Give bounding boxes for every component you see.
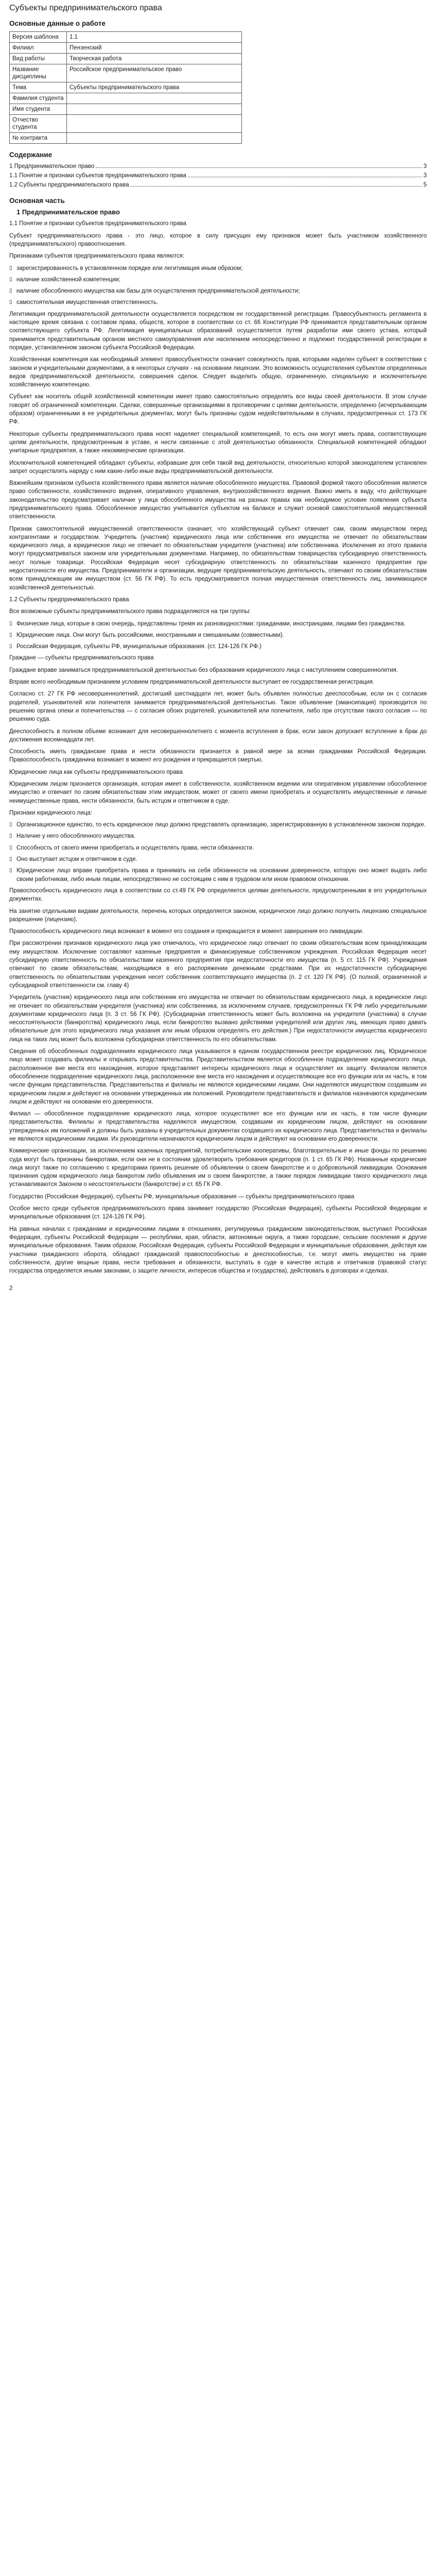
meta-row (10, 104, 242, 114)
paragraph: Особое место среди субъектов предпринимательского права занимает государство (Российская Федерация), субъекты Российской Федерации и муниципальные образования (ст. 124-126 ГК РФ). (9, 1206, 427, 1221)
paragraph: Способность иметь гражданские права и нести обязанности признается в равной мере за всеми гражданами Российской Федерации. Правоспособность гражданина возникает в момент его рождения и прекращается смертью. (9, 749, 427, 764)
meta-key: Фамилия студента (10, 93, 67, 104)
paragraph: 1.1 Понятие и признаки субъектов предпринимательского права (9, 221, 186, 227)
toc-page: 5 (423, 182, 427, 189)
bullet-marker-icon: ▯ (9, 299, 12, 306)
paragraph: Субъект предпринимательского права - это лицо, которое в силу присущих ему признаков может быть участником хозяйственного (предпринимательского) правоотношения. (9, 232, 427, 247)
bullet-text: Российская Федерация, субъекты РФ, муниципальные образования. (ст. 124-126 ГК РФ.) (16, 643, 261, 650)
bullet-marker-icon: ▯ (9, 265, 12, 271)
bullet-marker-icon: ▯ (9, 288, 12, 294)
paragraph: На равных началах с гражданами и юридическими лицами в отношениях, регулируемых гражданским законодательством, выступают Российская Федерация, субъекты Российской Федерации — республики, края, области, автономные округа, а также городские, сельские поселения и другие муниципальные образования. Таким образом, Российская Федерация, субъекты Российской Федерации и муниципальные образования, действуя как участники гражданского оборота, обладают гражданской правоспособностью и дееспособностью, т.е. могут иметь имущество на праве собственности, другие вещные права, нести требования и обязанности, выступать в суде в качестве истцов и ответчиков (правовой статус государства определяется иными законами, о защите личности, интересов общества и государства), действовать в договорах и сделках. (9, 1226, 427, 1275)
bullet-text: самостоятельная имущественная ответственность. (16, 299, 159, 306)
bullet-item (9, 844, 427, 852)
toc-entry[interactable] (9, 181, 427, 189)
meta-key: Версия шаблона (10, 31, 67, 42)
bullet-item (9, 287, 427, 295)
section-heading: 1 Предпринимательское право (16, 208, 120, 216)
paragraph: Государство (Российская Федерация), субъекты РФ, муниципальные образования — субъекты предпринимательского права (9, 1193, 355, 1200)
paragraph: Признаками субъектов предпринимательского права являются: (9, 253, 185, 260)
toc-label: 1.2 Субъекты предпринимательского права (9, 182, 129, 189)
meta-row (10, 64, 242, 82)
document-title: Субъекты предпринимательского права (9, 4, 162, 12)
toc-leader (96, 167, 422, 168)
bullet-text: Способность от своего имени приобретать и осуществлять права, нести обязанности. (16, 844, 254, 851)
bullet-marker-icon: ▯ (9, 822, 12, 828)
meta-row (10, 93, 242, 104)
bullet-text: Оно выступает истцом и ответчиком в суде. (16, 856, 137, 863)
toc-leader (130, 186, 422, 187)
paragraph: Легитимация предпринимательской деятельности осуществляется посредством ее государственной регистрации. Правосубъектность регламента в настоящее время связана с составом права, обществ, которое в соответствии со ст. 66 Конституции РФ принимается представительным органом соответствующего субъекта РФ. Легитимация муниципальных образований осуществляется путем разработки ими своего устава, который принимается представительным органом местного самоуправления или населением непосредственно и подлежит государственной регистрации в порядке, установленном законом субъекта Российской Федерации. (9, 311, 427, 351)
bullet-item (9, 867, 427, 884)
paragraph: Признаки юридического лица: (9, 809, 92, 816)
bullet-text: наличие обособленного имущества как базы для осуществления предпринимательской деятельности; (16, 288, 300, 295)
meta-key: Имя студента (10, 104, 67, 114)
paragraph: Учредитель (участник) юридического лица или собственник его имущества не отвечает по обязательствам юридического лица, а юридическое лицо не отвечает по обязательствам учредителя (участника) или собственника, за исключением случаев, предусмотренных ГК РФ либо учредительными документами юридического лица (п. 3 ст. 56 ГК РФ). (Субсидиарная ответственность может быть возложена на учредителя (участника) в случае несостоятельности (банкротства) юридического лица, если банкротство вызвано действиями учредителей или других лиц, имеющих право давать обязательные для этого юридического лица указания или иным образом определять его действия.) При недостаточности имущества юридического лица на таких лиц может быть возложена субсидиарная ответственность по его обязательствам. (9, 994, 427, 1043)
bullet-marker-icon: ▯ (9, 276, 12, 282)
paragraph: Согласно ст. 27 ГК РФ несовершеннолетний, достигший шестнадцати лет, может быть объявлен полностью дееспособным, если он с согласия родителей, усыновителей или попечителя занимается предпринимательской деятельностью. Такое объявление (эмансипация) производится по решению органа опеки и попечительства — с согласия обоих родителей, усыновителей или попечителя, либо при отсутствии такого согласия — по решению суда. (9, 691, 427, 723)
meta-value (67, 93, 242, 104)
meta-value (67, 132, 242, 143)
bullet-text: зарегистрированность в установленном порядке или легитимация иным образом; (16, 265, 243, 272)
bullet-item (9, 832, 427, 840)
table-of-contents (9, 162, 427, 190)
toc-label: 1 Предпринимательское право (9, 163, 95, 170)
paragraph: Правоспособность юридического лица возникает в момент его создания и прекращается в момент завершения его ликвидации. (9, 928, 364, 935)
bullet-text: Наличие у него обособленного имущества. (16, 833, 136, 840)
meta-key: Вид работы (10, 53, 67, 64)
page-number: 2 (9, 1285, 13, 1292)
paragraph: 1.2 Субъекты предпринимательского права (9, 596, 129, 603)
document-body (9, 219, 427, 1275)
meta-key: Отчество студента (10, 114, 67, 132)
meta-value: 1.1 (67, 31, 242, 42)
paragraph: На занятие отдельными видами деятельности, перечень которых определяется законом, юридическое лицо должно получить лицензию специальное разрешение (лицензию). (9, 908, 427, 923)
bullet-marker-icon: ▯ (9, 856, 12, 862)
paragraph: Юридические лица как субъекты предпринимательского права (9, 769, 183, 775)
toc-page: 3 (423, 173, 427, 179)
meta-row (10, 53, 242, 64)
paragraph: Граждане вправе заниматься предпринимательской деятельностью без образования юридического лица с наступлением совершеннолетия. (9, 667, 398, 673)
bullet-item (9, 821, 427, 829)
paragraph: Граждане — субъекты предпринимательского права (9, 655, 154, 662)
meta-value (67, 104, 242, 114)
meta-row (10, 42, 242, 53)
bullet-item (9, 276, 427, 284)
bullet-item (9, 631, 427, 639)
bullet-marker-icon: ▯ (9, 620, 12, 626)
bullet-item (9, 855, 427, 863)
meta-heading: Основные данные о работе (9, 20, 106, 28)
meta-key: Название дисциплины (10, 64, 67, 82)
paragraph: Субъект как носитель общей хозяйственной компетенции имеет право самостоятельно определять все виды своей деятельности. В этом случае говорят об ограниченной компетенции. Сделки, совершенные организациями в противоречии с целями деятельности, определенно (исчерпывающим образом) ограниченными в ее учредительных документах, могут быть признаны судом недействительными в случаях, предусмотренных ст. 173 ГК РФ. (9, 394, 427, 426)
meta-row (10, 31, 242, 42)
toc-page: 3 (423, 163, 427, 170)
paragraph: Некоторые субъекты предпринимательского права носят наделяет специальной компетенцией, то есть они могут иметь права, соответствующие целям деятельности, предусмотренным в уставе, и нести связанные с этой деятельностью обязанности. Специальной компетенцией обладают унитарные предприятия, а также некоммерческие организации. (9, 431, 427, 454)
toc-entry[interactable] (9, 162, 427, 171)
paragraph: Исключительной компетенцией обладают субъекты, избравшие для себя такой вид деятельности, относительно которой законодателем установлен запрет осуществлять наряду с ним какие-либо иные виды предпринимательской деятельности. (9, 460, 427, 474)
bullet-item (9, 642, 427, 651)
paragraph: Правоспособность юридического лица в соответствии со ст.49 ГК РФ определяется целями деятельности, предусмотренными в его учредительных документах. (9, 887, 427, 903)
meta-value: Творческая работа (67, 53, 242, 64)
meta-key: № контракта (10, 132, 67, 143)
bullet-text: наличие хозяйственной компетенции; (16, 276, 121, 283)
bullet-text: Юридические лица. Они могут быть российскими, иностранными и смешанными (совместными). (16, 632, 284, 638)
bullet-item (9, 298, 427, 307)
toc-heading: Содержание (9, 150, 53, 159)
bullet-marker-icon: ▯ (9, 643, 12, 650)
bullet-marker-icon: ▯ (9, 833, 12, 839)
paragraph: Все возможные субъекты предпринимательского права подразделяются на три группы: (9, 608, 251, 615)
meta-table (9, 31, 242, 144)
paragraph: Признак самостоятельной имущественной ответственности означает, что хозяйствующий субъект отвечает сам, своим имуществом перед контрагентами и государством. Учредитель (участник) юридического лица или собственник его имущества не отвечает по обязательствам юридического лица, а юридическое лицо не отвечает по обязательствам учредителя (участника) или собственника. Исключения из этого правила могут предусматриваться законом или учредительными документами. Например, по обязательствам товарищества субсидиарную ответственность несут полные товарищи. Российская Федерация несет субсидиарную ответственность по обязательствам казенного предприятия при недостаточности его имущества. Предприниматели и организации, ведущие предпринимательскую деятельность, отвечают по своим обязательствам всем принадлежащим им имуществом (ст. 56 ГК РФ). То есть предусматривается полная имущественная ответственность лиц, занимающихся хозяйственной деятельностью. (9, 526, 427, 591)
paragraph: Коммерческие организации, за исключением казенных предприятий, потребительские кооперативы, благотворительные и иные фонды по решению суда могут быть признаны банкротами, если они не в состоянии удовлетворить требования кредиторов (п. 1 ст. 65 ГК РФ). Названные юридические лица могут также по соглашению с кредиторами принять решение об объявлении о своем банкротстве и о добровольной ликвидации. Основания признания судом юридического лица банкротом либо объявления им о своем банкротстве, а также порядок ликвидации такого юридического лица устанавливаются Законом о несостоятельности (банкротстве) и ст. 65 ГК РФ. (9, 1148, 427, 1188)
meta-row (10, 82, 242, 93)
meta-value: Субъекты предпринимательского права (67, 82, 242, 93)
bullet-text: Физические лица, которые в свою очередь, представлены тремя их разновидностями: гражданами, иностранцами, лицами без гражданства. (16, 620, 406, 627)
meta-key: Тема (10, 82, 67, 93)
paragraph: Сведения об обособленных подразделениях юридического лица указываются в едином государственном реестре юридических лиц. Юридическое лицо может создавать филиалы и открывать представительства. Представительством является обособленное подразделение юридического лица, расположенное вне места его нахождения, которое представляет интересы юридического лица и осуществляет их защиту. Филиалом является обособленное подразделение юридического лица, расположенное вне места его нахождения и осуществляющее все его функции или их часть, в том числе функции представительства. Представительства и филиалы не являются юридическими лицами. Они наделяются имуществом создавшим их юридическим лицом и действуют на основании утвержденных им положений. Руководители представительств и филиалов назначаются юридическим лицом и действуют на основании его доверенности. (9, 1048, 427, 1105)
meta-value: Российское предпринимательское право (67, 64, 242, 82)
paragraph: Юридическим лицом признается организация, которая имеет в собственности, хозяйственном ведении или оперативном управлении обособленное имущество и отвечает по своим обязательствам этим имуществом, может от своего имени приобретать и осуществлять имущественные и личные неимущественные права, нести обязанности, быть истцом и ответчиком в суде. (9, 781, 427, 804)
meta-value: Пензенский (67, 42, 242, 53)
meta-row (10, 114, 242, 132)
meta-key: Филиал (10, 42, 67, 53)
toc-entry[interactable] (9, 172, 427, 180)
bullet-item (9, 620, 427, 628)
paragraph: При рассмотрении признаков юридического лица уже отмечалось, что юридическое лицо отвечает по своим обязательствам всем принадлежащим ему имуществом. Исключение составляют казенные предприятия и финансируемые собственником учреждения. Российская Федерация несет субсидиарную ответственность по обязательствам казенного предприятия при недостаточности его имущества (п. 5 ст. 115 ГК РФ). Учреждения отвечают по своим обязательствам, находящимся в его распоряжении денежными средствами. При их недостаточности субсидиарную ответственность по обязательствам учреждения несет собственник соответствующего имущества (п. 2 ст. 120 ГК РФ). (О полной, ограниченной и субсидиарной ответственности см. главу 4) (9, 940, 427, 989)
bullet-marker-icon: ▯ (9, 868, 12, 874)
paragraph: Филиал — обособленное подразделение юридического лица, которое осуществляет все его функции или их часть, в том числе функции представительства. Филиалы и представительства наделяются имуществом, создавшим их юридическим лицом, действуют на основании утвержденных им положений и должны быть указаны в учредительных документах создавшего их юридического лица. Представительства и филиалы не являются юридическими лицами. Их руководители назначаются юридическим лицом и действуют на основании его доверенности. (9, 1111, 427, 1142)
bullet-marker-icon: ▯ (9, 632, 12, 638)
bullet-marker-icon: ▯ (9, 844, 12, 851)
document-page (9, 0, 427, 1303)
toc-label: 1.1 Понятие и признаки субъектов предпринимательского права (9, 173, 186, 179)
meta-value (67, 114, 242, 132)
bullet-item (9, 264, 427, 273)
main-heading: Основная часть (9, 196, 65, 205)
paragraph: Важнейшим признаком субъекта хозяйственного права является наличие обособленного имущества. Правовой формой такого обособления является право собственности, хозяйственного ведения, оперативного управления, внутрихозяйственного ведения. Важно иметь в виду, что действующее законодательство предусматривает наличие у лица обособленного имущества на разных правах как необходимое условие появления субъекта предпринимательского права. Обособленное имущество учитывается субъектом на балансе и служит основой самостоятельной имущественной ответственности. (9, 480, 427, 520)
paragraph: Вправе всего необходимым признанием условием предпринимательской деятельности выступает ее государственная регистрация. (9, 679, 374, 686)
meta-row (10, 132, 242, 143)
bullet-text: Организационное единство, то есть юридическое лицо должно представлять организацию, зарегистрированную в установленном законом порядке. (16, 822, 426, 828)
bullet-text: Юридическое лицо вправе приобретать права и принимать на себя обязанности на основании доверенности, которую оно может выдать либо своим работникам, либо иным лицам, непосредственно не состоящим с ним в трудовом или ином правовом отношении. (16, 868, 427, 883)
paragraph: Хозяйственная компетенция как необходимый элемент правосубъектности означает совокупность прав, которыми наделен субъект в соответствии с законом и учредительными документами, а в некоторых случаях - на основании лицензии. Это возможность осуществления субъектом определенных видов предпринимательской деятельности, совершения сделок. Следует выделить общую, ограниченную, специальную и исключительную хозяйственную компетенцию. (9, 357, 427, 388)
paragraph: Дееспособность в полном объеме возникает для несовершеннолетнего с момента вступления в брак, если закон допускает вступление в брак до достижения восемнадцати лет. (9, 728, 427, 743)
